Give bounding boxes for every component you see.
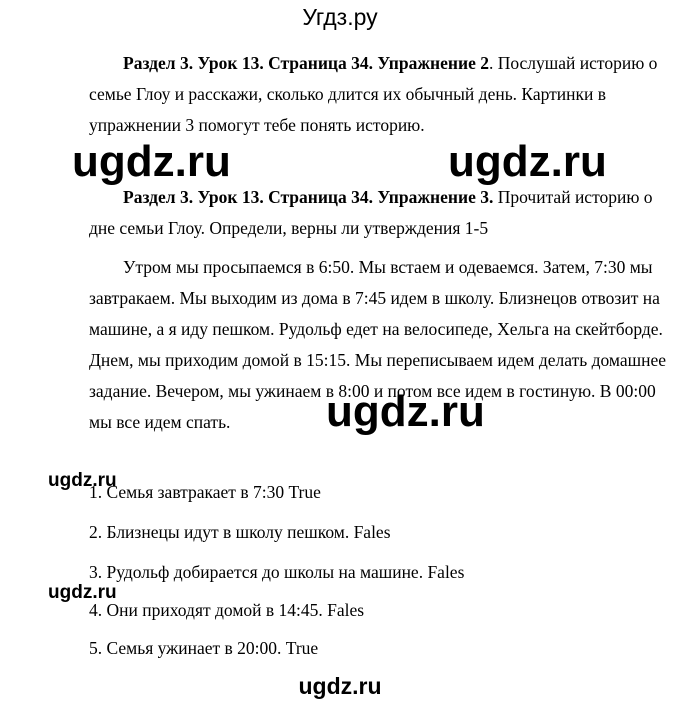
statement-4: 4. Они приходят домой в 14:45. Fales	[89, 600, 365, 620]
exercise-2-line-1	[89, 48, 658, 79]
story-line: машине, а я иду пешком. Рудольф едет на велосипеде, Хельга на скейтборде.	[89, 319, 663, 339]
watermark-footer: ugdz.ru	[298, 673, 382, 699]
exercise-3-paragraph	[89, 182, 653, 244]
exercise-3-heading: Раздел 3. Урок 13. Страница 34. Упражнение 3.	[123, 187, 494, 207]
story-line: Утром мы просыпаемся в 6:50. Мы встаем и одеваемся. Затем, 7:30 мы	[123, 257, 653, 277]
exercise-3-line-1	[89, 182, 653, 213]
exercise-3-line-1-text: Прочитай историю о	[493, 187, 653, 207]
statement-2: 2. Близнецы идут в школу пешком. Fales	[89, 522, 391, 542]
watermark-left: ugdz.ru	[72, 137, 231, 186]
watermark-small-1: ugdz.ru	[48, 470, 117, 491]
exercise-2-heading: Раздел 3. Урок 13. Страница 34. Упражнение 2	[123, 53, 489, 73]
watermark-center: ugdz.ru	[326, 387, 485, 436]
exercise-3-line-2: дне семьи Глоу. Определи, верны ли утверждения 1-5	[89, 218, 489, 238]
exercise-2-line-3: упражнении 3 помогут тебе понять историю.	[89, 115, 425, 135]
exercise-2-paragraph	[89, 48, 658, 141]
watermark-right: ugdz.ru	[448, 137, 607, 186]
exercise-2-line-2: семье Глоу и расскажи, сколько длится их обычный день. Картинки в	[89, 84, 607, 104]
statement-5: 5. Семья ужинает в 20:00. True	[89, 638, 319, 658]
statement-3: 3. Рудольф добирается до школы на машине. Fales	[89, 562, 465, 582]
statement-1: 1. Семья завтракает в 7:30 True	[89, 482, 321, 502]
story-line: завтракаем. Мы выходим из дома в 7:45 идем в школу. Близнецов отвозит на	[89, 288, 660, 308]
story-line: задание. Вечером, мы ужинаем в 8:00 и потом все идем в гостиную. В 00:00	[89, 381, 656, 401]
exercise-2-line-1-text: . Послушай историю о	[488, 53, 658, 73]
story-line: Днем, мы приходим домой в 15:15. Мы переписываем идем делать домашнее	[89, 350, 667, 370]
story-line: мы все идем спать.	[89, 412, 231, 432]
site-title: Угдз.ру	[302, 4, 378, 30]
watermark-small-2: ugdz.ru	[48, 582, 117, 603]
